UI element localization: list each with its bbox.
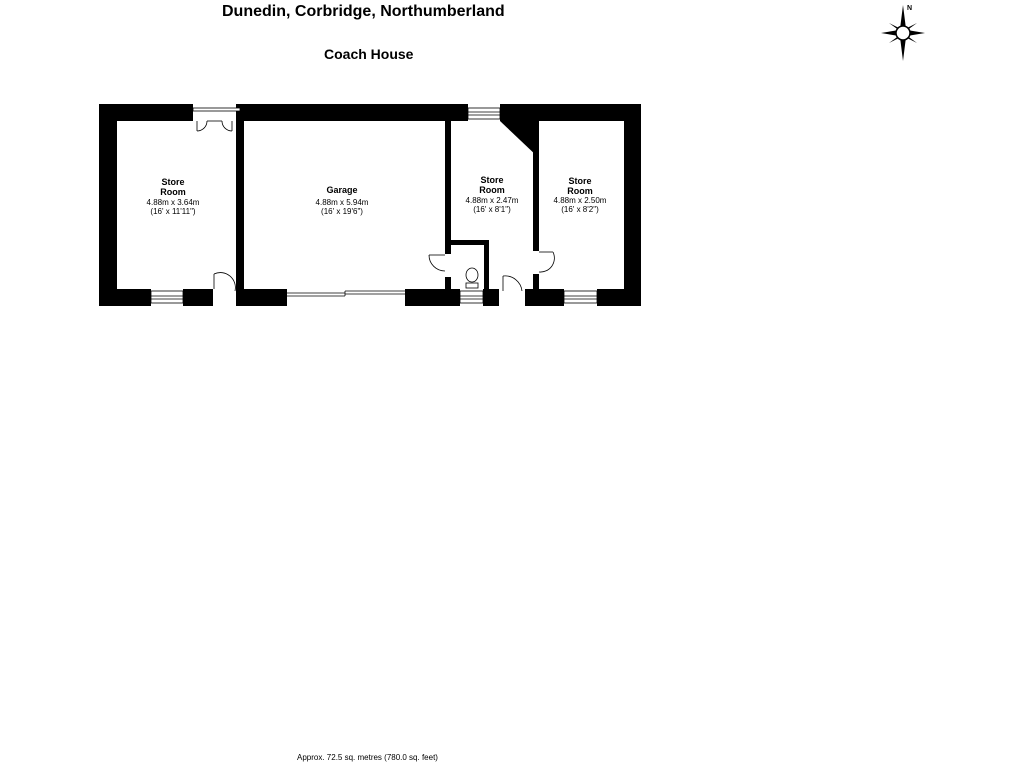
garage-door	[287, 291, 405, 296]
wall-wc-top	[445, 240, 489, 245]
wall-left	[99, 104, 117, 306]
area-footnote: Approx. 72.5 sq. metres (780.0 sq. feet)	[297, 753, 438, 762]
wall-wc-right	[484, 240, 489, 292]
room-2-name: Garage	[326, 185, 358, 195]
compass-north-label: N	[907, 5, 913, 12]
toilet-icon	[466, 268, 478, 288]
wall-bottom-3	[237, 289, 287, 306]
window-top-right	[468, 108, 500, 119]
room-2-imperial: (16' x 19'6")	[321, 207, 363, 216]
wall-bottom-6	[525, 289, 564, 306]
door-bottom-middle	[503, 276, 522, 291]
wall-bottom-7	[597, 289, 641, 306]
compass-rose-icon	[881, 5, 925, 61]
door-garage-store	[429, 255, 445, 271]
wall-internal-2	[445, 121, 451, 254]
room-4-name-line2: Room	[567, 186, 593, 196]
room-1-imperial: (16' x 11'11")	[150, 207, 196, 216]
wall-internal-1	[236, 104, 244, 306]
room-1-name-line2: Room	[160, 187, 186, 197]
double-door-top	[197, 121, 232, 131]
door-right-store	[539, 252, 554, 272]
wall-top-right	[500, 104, 641, 121]
plan-title: Dunedin, Corbridge, Northumberland	[222, 3, 505, 20]
door-bottom-left	[214, 273, 235, 291]
room-2-metric: 4.88m x 5.94m	[315, 198, 369, 207]
wall-bottom-1	[99, 289, 151, 306]
wall-internal-3b	[533, 274, 539, 291]
window-bottom-1	[151, 291, 183, 303]
window-wc	[460, 291, 483, 303]
room-1-name-line1: Store	[161, 177, 185, 187]
room-3-imperial: (16' x 8'1")	[473, 205, 511, 214]
wall-right	[624, 104, 641, 306]
room-4-name-line1: Store	[568, 176, 592, 186]
wall-bottom-2	[183, 289, 213, 306]
room-3-name-line1: Store	[480, 175, 504, 185]
window-top-left	[193, 108, 240, 111]
room-4-metric: 4.88m x 2.50m	[553, 196, 607, 205]
room-4-imperial: (16' x 8'2")	[561, 205, 599, 214]
wall-internal-2b	[445, 277, 451, 291]
wall-bottom-4	[405, 289, 460, 306]
room-3-metric: 4.88m x 2.47m	[465, 196, 519, 205]
room-3-name-line2: Room	[479, 185, 505, 195]
room-1-metric: 4.88m x 3.64m	[146, 198, 200, 207]
window-bottom-2	[564, 291, 597, 303]
wall-top-mid	[240, 104, 468, 121]
wall-diagonal	[500, 121, 539, 158]
plan-subtitle: Coach House	[324, 46, 414, 62]
